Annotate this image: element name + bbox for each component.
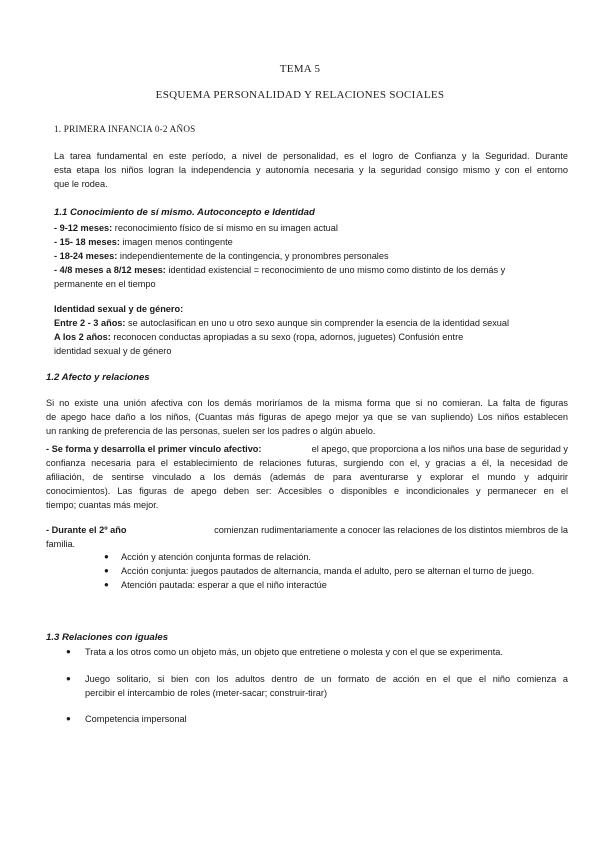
list-item: Juego solitario, si bien con los adultos dentro de un formato de acción en el que el niño comienza a [85,674,568,684]
section1-intro-line1: La tarea fundamental en este período, a nivel de personalidad, es el logro de Confianza y la Seguridad. Durante [54,151,568,161]
identity-item-continuation: identidad sexual y de género [54,346,172,356]
attachment-paragraph-line3: afiliación, de sentirse vinculado a los demás (además de para aventurarse y explorar el mundo y adquirir [46,472,568,482]
list-item-continuation: percibir el intercambio de roles (meter-sacar; construir-tirar) [85,688,328,698]
subsection-1-1-heading: 1.1 Conocimiento de sí mismo. Autoconcepto e Identidad [54,207,315,218]
affect-paragraph-line1: Si no existe una unión afectiva con los demás moriríamos de la misma forma que si no comieran. La falta de figuras [46,398,568,408]
bullet-icon: ● [66,647,71,656]
section1-intro-line3: que le rodea. [54,179,108,189]
attachment-paragraph-line5: tiempo; cuantas más mejor. [46,500,159,510]
list-item: Competencia impersonal [85,714,187,724]
bullet-icon: ● [66,714,71,723]
attachment-paragraph-line2: confianza necesaria para el establecimiento de relaciones futuras, surgiendo con el, y gracias a él, la necesidad de [46,458,568,468]
affect-paragraph-line3: un ranking de preferencia de las personas, suelen ser los padres o algún abuelo. [46,426,376,436]
age-item-continuation: permanente en el tiempo [54,279,156,289]
age-item: - 9-12 meses: reconocimiento físico de sí mismo en su imagen actual [54,223,338,233]
attachment-paragraph-line4: conocimientos). Las figuras de apego deben ser: Accesibles o disponibles e incondicionales y permanecer en el [46,486,568,496]
second-year-paragraph-line1: - Durante el 2º año comienzan rudimentariamente a conocer las relaciones de los distintos miembros de la [46,525,568,535]
identity-item: A los 2 años: reconocen conductas apropiadas a su sexo (ropa, adornos, juguetes) Confusión entre [54,332,464,342]
bullet-icon: ● [104,580,109,589]
document-title-line1: TEMA 5 [279,63,321,75]
subsection-1-2-heading: 1.2 Afecto y relaciones [46,372,150,383]
list-item: Atención pautada: esperar a que el niño interactúe [121,580,327,590]
list-item: Acción conjunta: juegos pautados de alternancia, manda el adulto, pero se alternan el turno de juego. [121,566,535,576]
second-year-paragraph-line2: familia. [46,539,76,549]
attachment-paragraph-line1: - Se forma y desarrolla el primer vínculo afectivo: el apego, que proporciona a los niños una base de seguridad y [46,444,568,454]
section1-heading: 1. PRIMERA INFANCIA 0-2 AÑOS [54,124,196,134]
identity-heading: Identidad sexual y de género: [54,304,184,314]
bullet-icon: ● [66,674,71,683]
identity-item: Entre 2 - 3 años: se autoclasifican en uno u otro sexo aunque sin comprender la esencia de la identidad sexual [54,318,510,328]
subsection-1-3-heading: 1.3 Relaciones con iguales [46,632,169,643]
section1-intro-line2: esta etapa los niños logran la independencia y autonomía necesaria y la seguridad consigo mismo y con el entorno [54,165,568,175]
age-item: - 15- 18 meses: imagen menos contingente [54,237,233,247]
document-title-line2: ESQUEMA PERSONALIDAD Y RELACIONES SOCIALES [155,89,445,101]
list-item: Trata a los otros como un objeto más, un objeto que entretiene o molesta y con el que se experimenta. [85,647,503,657]
affect-paragraph-line2: de apego hace daño a los niños, (Cuantas más figuras de apego mejor ya que se van supliendo) Los niños establecen [46,412,568,422]
list-item: Acción y atención conjunta formas de relación. [121,552,311,562]
age-item: - 18-24 meses: independientemente de la contingencia, y pronombres personales [54,251,389,261]
bullet-icon: ● [104,566,109,575]
bullet-icon: ● [104,552,109,561]
age-item: - 4/8 meses a 8/12 meses: identidad existencial = reconocimiento de uno mismo como distinto de los demás y [54,265,506,275]
